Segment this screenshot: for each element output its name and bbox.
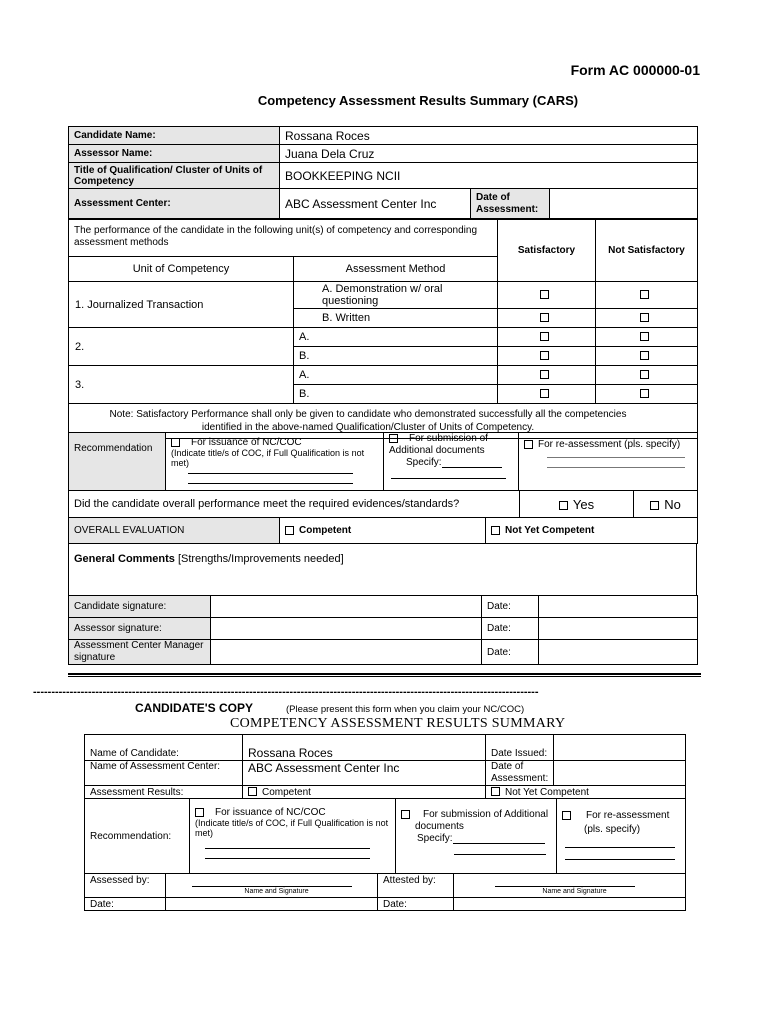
checkbox-icon[interactable] [248, 787, 257, 796]
overall-evaluation-label: OVERALL EVALUATION [69, 518, 280, 544]
date-label: Date: [482, 618, 539, 640]
specify-line[interactable] [442, 457, 502, 468]
checkbox-icon[interactable] [540, 313, 549, 322]
unit-header: Unit of Competency [69, 257, 294, 282]
reassessment-option: For re-assessment (pls. specify) [538, 439, 681, 450]
date-label: Date: [482, 596, 539, 618]
signatures-table [68, 595, 698, 665]
checkbox-icon[interactable] [540, 290, 549, 299]
checkbox-icon[interactable] [640, 351, 649, 360]
checkbox-icon[interactable] [540, 389, 549, 398]
copy-specify-label: Specify: [417, 833, 453, 844]
candidate-date-field[interactable] [539, 596, 698, 618]
checkbox-icon[interactable] [491, 787, 500, 796]
not-satisfactory-header: Not Satisfactory [596, 220, 698, 282]
checkbox-icon[interactable] [640, 389, 649, 398]
copy-date-label: Date: [378, 898, 454, 911]
candidates-copy-label: CANDIDATE'S COPY [135, 701, 253, 715]
yes-option[interactable]: Yes [572, 496, 595, 512]
copy-issuance-line[interactable] [205, 858, 370, 859]
unit-1-method-a: A. Demonstration w/ oral questioning [294, 282, 498, 309]
copy-name-label: Name of Candidate: [85, 735, 243, 761]
unit-2-label: 2. [69, 328, 294, 366]
performance-table [68, 219, 698, 439]
candidate-name-value[interactable]: Rossana Roces [280, 127, 698, 145]
satisfactory-header: Satisfactory [498, 220, 596, 282]
copy-date-of-assessment-field[interactable] [554, 761, 686, 786]
attested-by-label: Attested by: [378, 874, 454, 898]
assessed-by-label: Assessed by: [85, 874, 166, 898]
attested-by-caption: Name and Signature [542, 888, 607, 895]
assessor-signature-field[interactable] [211, 618, 482, 640]
copy-submission-option: For submission of Additional documents [415, 809, 549, 832]
copy-issuance-option: For issuance of NC/COC [215, 807, 326, 818]
unit-1-method-b: B. Written [294, 309, 498, 328]
issuance-option: For issuance of NC/COC [191, 437, 302, 448]
checkbox-icon[interactable] [650, 501, 659, 510]
copy-recommendation-table [84, 798, 686, 874]
copy-competent-option[interactable]: Competent [262, 786, 311, 798]
divider-line [68, 676, 701, 677]
copy-center-label: Name of Assessment Center: [85, 761, 243, 786]
recommendation-table [68, 432, 698, 491]
performance-note: Note: Satisfactory Performance shall only be given to candidate who demonstrated successfully all the competencies identified in the above-named Qualification/Cluster of Units of Competency. [69, 404, 698, 439]
unit-2-method-a: A. [294, 328, 498, 347]
assessor-signature-label: Assessor signature: [69, 618, 211, 640]
performance-intro: The performance of the candidate in the following unit(s) of competency and corresponding assessment methods [69, 220, 498, 257]
checkbox-icon[interactable] [491, 526, 500, 535]
copy-reassessment-line[interactable] [565, 859, 675, 860]
cut-line: ------------------------------------------------------------------------------------------------------------------------------------------ [33, 686, 539, 698]
checkbox-icon[interactable] [195, 808, 204, 817]
checkbox-icon[interactable] [540, 351, 549, 360]
comments-label: General Comments [74, 553, 175, 565]
date-label: Date: [482, 640, 539, 665]
candidate-signature-field[interactable] [211, 596, 482, 618]
checkbox-icon[interactable] [640, 370, 649, 379]
manager-date-field[interactable] [539, 640, 698, 665]
checkbox-icon[interactable] [171, 438, 180, 447]
reassessment-line[interactable] [547, 457, 685, 458]
unit-1-label: 1. Journalized Transaction [69, 282, 294, 328]
candidate-name-label: Candidate Name: [69, 127, 280, 145]
copy-date-of-assessment-label: Date of Assessment: [486, 761, 554, 786]
competent-option[interactable]: Competent [299, 525, 352, 536]
qualification-label: Title of Qualification/ Cluster of Units of Competency [69, 163, 280, 189]
page-title: Competency Assessment Results Summary (CARS) [257, 93, 579, 108]
checkbox-icon[interactable] [640, 290, 649, 299]
copy-issuance-note: (Indicate title/s of COC, if Full Qualification is not met) [195, 818, 389, 838]
checkbox-icon[interactable] [285, 526, 294, 535]
copy-info-table [84, 734, 686, 799]
comments-hint: [Strengths/Improvements needed] [177, 553, 344, 565]
checkbox-icon[interactable] [401, 810, 410, 819]
qualification-value[interactable]: BOOKKEEPING NCII [280, 163, 698, 189]
form-number: Form AC 000000-01 [570, 62, 700, 78]
center-label: Assessment Center: [69, 189, 280, 219]
unit-3-method-a: A. [294, 366, 498, 385]
center-value[interactable]: ABC Assessment Center Inc [280, 189, 471, 219]
unit-3-label: 3. [69, 366, 294, 404]
manager-signature-field[interactable] [211, 640, 482, 665]
checkbox-icon[interactable] [389, 434, 398, 443]
checkbox-icon[interactable] [524, 440, 533, 449]
method-header: Assessment Method [294, 257, 498, 282]
checkbox-icon[interactable] [640, 332, 649, 341]
assessor-date-field[interactable] [539, 618, 698, 640]
issuance-line[interactable] [188, 473, 353, 474]
manager-signature-label: Assessment Center Manager signature [69, 640, 211, 665]
copy-signatures-table [84, 873, 686, 911]
overall-question-table [68, 490, 698, 518]
copy-issuance-line[interactable] [205, 848, 370, 849]
date-of-assessment-value[interactable] [550, 189, 698, 219]
submission-line[interactable] [391, 478, 506, 479]
checkbox-icon[interactable] [559, 501, 568, 510]
checkbox-icon[interactable] [640, 313, 649, 322]
copy-recommendation-label: Recommendation: [85, 799, 190, 874]
assessment-results-label: Assessment Results: [85, 786, 243, 799]
overall-evaluation-table [68, 517, 698, 544]
copy-specify-line[interactable] [453, 833, 545, 844]
checkbox-icon[interactable] [540, 332, 549, 341]
assessor-name-value[interactable]: Juana Dela Cruz [280, 145, 698, 163]
issuance-note: (Indicate title/s of COC, if Full Qualification is not met) [171, 448, 365, 468]
unit-3-method-b: B. [294, 385, 498, 404]
comments-table [68, 543, 697, 596]
no-option[interactable]: No [664, 496, 681, 512]
unit-2-method-b: B. [294, 347, 498, 366]
assessed-by-caption: Name and Signature [244, 888, 309, 895]
candidates-copy-instruction: (Please present this form when you claim your NC/COC) [286, 704, 525, 715]
submission-option: For submission of Additional documents [389, 433, 488, 456]
recommendation-label: Recommendation [69, 433, 166, 491]
issuance-line[interactable] [188, 483, 353, 484]
copy-title: COMPETENCY ASSESSMENT RESULTS SUMMARY [230, 716, 566, 731]
copy-submission-line[interactable] [454, 854, 546, 855]
date-of-assessment-label: Date of Assessment: [471, 189, 550, 219]
specify-label: Specify: [406, 457, 442, 468]
attested-by-field[interactable] [454, 874, 686, 898]
checkbox-icon[interactable] [562, 811, 571, 820]
candidate-signature-label: Candidate signature: [69, 596, 211, 618]
candidate-info-table [68, 126, 698, 219]
copy-not-yet-competent-option[interactable]: Not Yet Competent [505, 786, 589, 798]
copy-reassessment-option: For re-assessment (pls. specify) [584, 810, 670, 835]
copy-date-label: Date: [85, 898, 166, 911]
copy-center-value[interactable]: ABC Assessment Center Inc [243, 761, 486, 786]
assessor-name-label: Assessor Name: [69, 145, 280, 163]
copy-assessed-date-field[interactable] [166, 898, 378, 911]
overall-question: Did the candidate overall performance meet the required evidences/standards? [69, 491, 520, 518]
assessed-by-field[interactable] [166, 874, 378, 898]
date-issued-field[interactable] [554, 735, 686, 761]
not-yet-competent-option[interactable]: Not Yet Competent [505, 525, 595, 536]
copy-name-value[interactable]: Rossana Roces [243, 735, 486, 761]
checkbox-icon[interactable] [540, 370, 549, 379]
date-issued-label: Date Issued: [486, 735, 554, 761]
copy-reassessment-line[interactable] [565, 847, 675, 848]
copy-attested-date-field[interactable] [454, 898, 686, 911]
divider-line [68, 673, 701, 675]
reassessment-line[interactable] [547, 467, 685, 468]
